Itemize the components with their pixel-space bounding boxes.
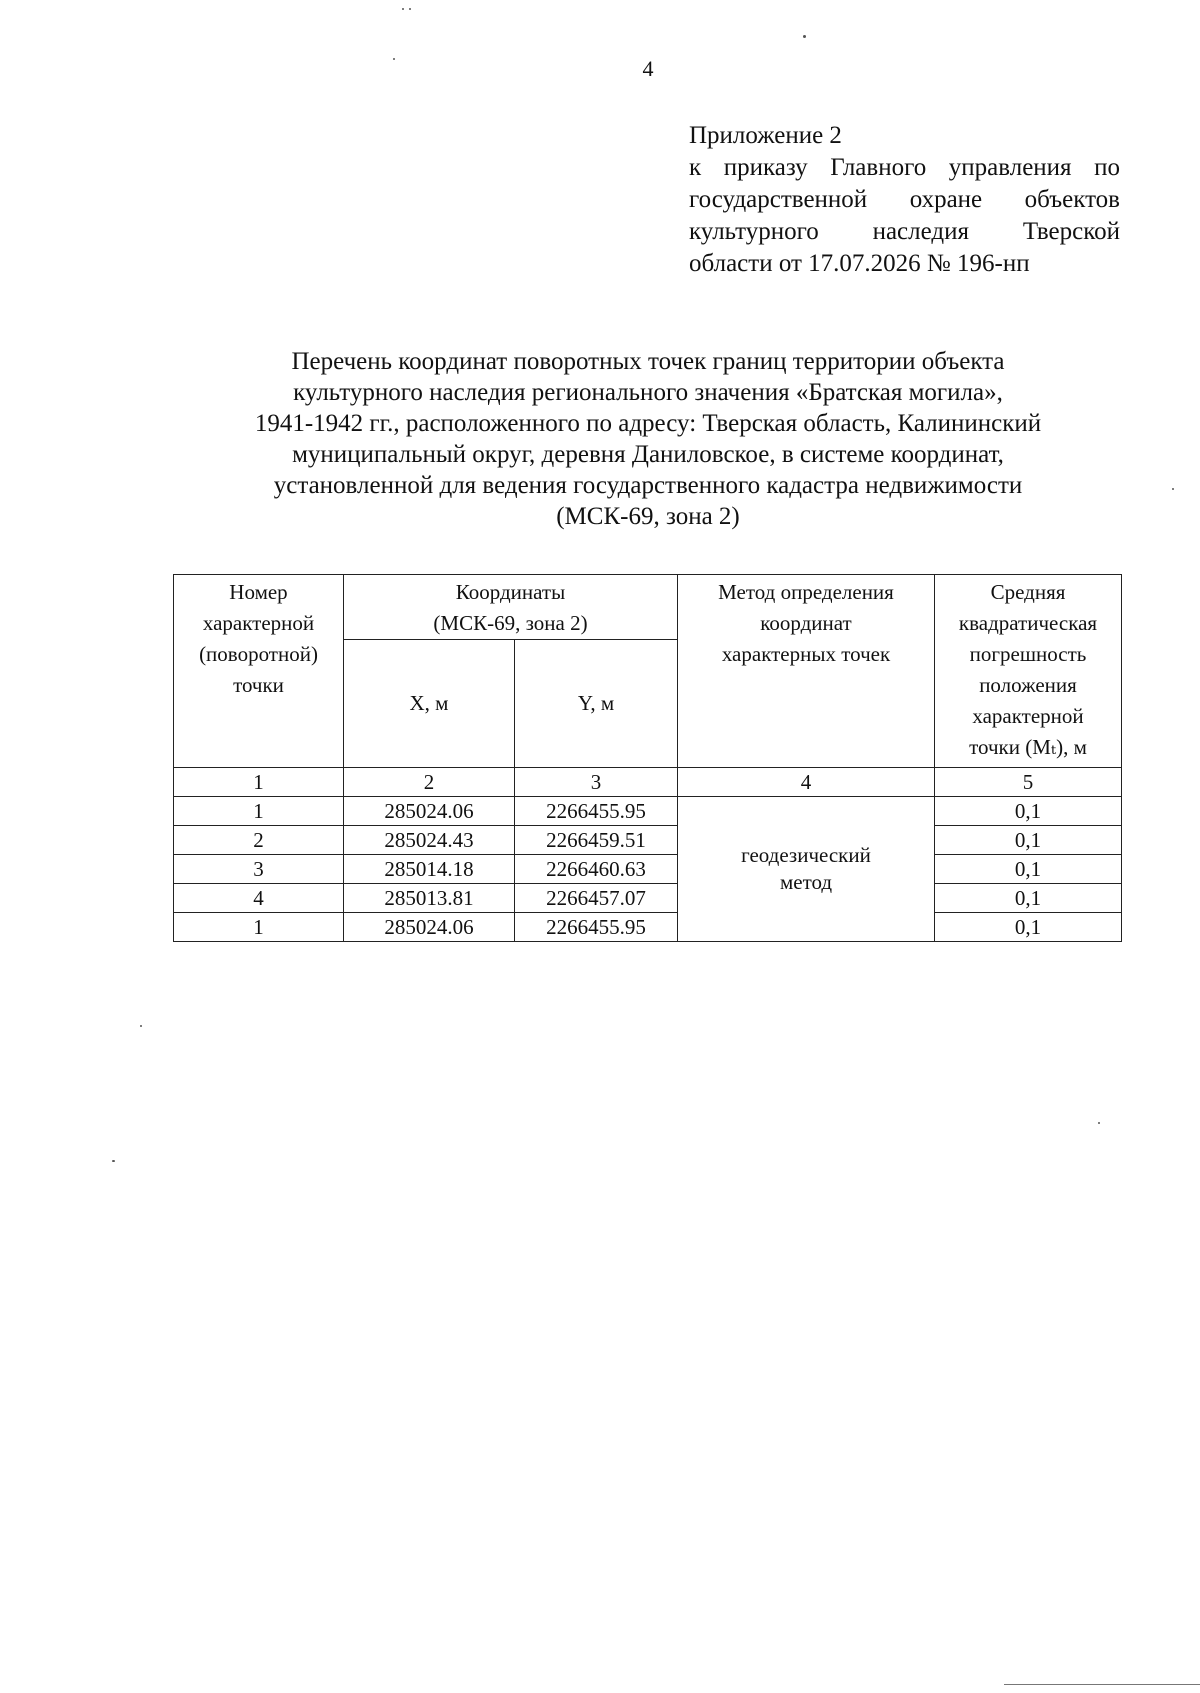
point-number-cell: 1	[174, 797, 344, 826]
table-row	[174, 884, 1122, 913]
appendix-block	[689, 120, 1120, 280]
x-cell: 285024.43	[344, 826, 515, 855]
column-index: 4	[678, 768, 935, 797]
error-cell: 0,1	[935, 884, 1122, 913]
appendix-line: к приказу Главного управления по	[689, 154, 1120, 181]
method-header: Метод определения координат характерных точек	[678, 575, 935, 768]
scan-speck	[140, 1025, 142, 1027]
column-index: 3	[515, 768, 678, 797]
table-row	[174, 797, 1122, 826]
title-line: 1941-1942 гг., расположенного по адресу: Тверская область, Калининский	[254, 410, 1042, 437]
title-line: (МСК-69, зона 2)	[556, 503, 740, 530]
coordinates-table	[173, 574, 1122, 942]
appendix-line: области от 17.07.2026 № 196-нп	[689, 250, 1030, 277]
y-cell: 2266459.51	[515, 826, 678, 855]
table-row	[174, 913, 1122, 942]
appendix-line: Приложение 2	[689, 122, 842, 149]
appendix-line: государственной охране объектов	[689, 186, 1120, 213]
scan-speck	[803, 35, 806, 38]
y-cell: 2266460.63	[515, 855, 678, 884]
error-cell: 0,1	[935, 826, 1122, 855]
document-title	[170, 346, 1126, 532]
error-cell: 0,1	[935, 797, 1122, 826]
x-cell: 285014.18	[344, 855, 515, 884]
y-cell: 2266455.95	[515, 797, 678, 826]
coordinates-header: Координаты (МСК-69, зона 2)	[344, 575, 678, 640]
point-number-cell: 1	[174, 913, 344, 942]
column-index: 2	[344, 768, 515, 797]
error-header: Средняя квадратическая погрешность положения характерной точки (Mₜ), м	[935, 575, 1122, 768]
x-cell: 285024.06	[344, 913, 515, 942]
table-row	[174, 826, 1122, 855]
title-line: муниципальный округ, деревня Даниловское, в системе координат,	[292, 441, 1004, 468]
column-index-row	[174, 768, 1122, 797]
point-number-cell: 4	[174, 884, 344, 913]
error-cell: 0,1	[935, 855, 1122, 884]
x-cell: 285024.06	[344, 797, 515, 826]
y-cell: 2266455.95	[515, 913, 678, 942]
y-cell: 2266457.07	[515, 884, 678, 913]
scan-speck	[402, 8, 404, 10]
point-number-cell: 3	[174, 855, 344, 884]
y-header: Y, м	[515, 640, 678, 768]
scan-speck	[393, 58, 395, 60]
table-row	[174, 855, 1122, 884]
error-cell: 0,1	[935, 913, 1122, 942]
method-cell: геодезический метод	[678, 797, 935, 942]
scan-speck	[409, 8, 411, 10]
scan-speck	[1172, 488, 1174, 490]
appendix-line: культурного наследия Тверской	[689, 218, 1120, 245]
page-number: 4	[642, 56, 654, 81]
column-index: 1	[174, 768, 344, 797]
point-number-cell: 2	[174, 826, 344, 855]
title-line: установленной для ведения государственного кадастра недвижимости	[273, 472, 1023, 499]
table-header-row	[174, 575, 1122, 640]
scan-speck	[112, 1160, 115, 1162]
title-line: Перечень координат поворотных точек границ территории объекта	[291, 348, 1005, 375]
title-line: культурного наследия регионального значения «Братская могила»,	[293, 379, 1003, 406]
point-number-header: Номер характерной (поворотной) точки	[174, 575, 344, 768]
scan-speck	[1098, 1122, 1100, 1124]
x-header: Х, м	[344, 640, 515, 768]
x-cell: 285013.81	[344, 884, 515, 913]
column-index: 5	[935, 768, 1122, 797]
scan-edge	[1004, 1684, 1200, 1685]
